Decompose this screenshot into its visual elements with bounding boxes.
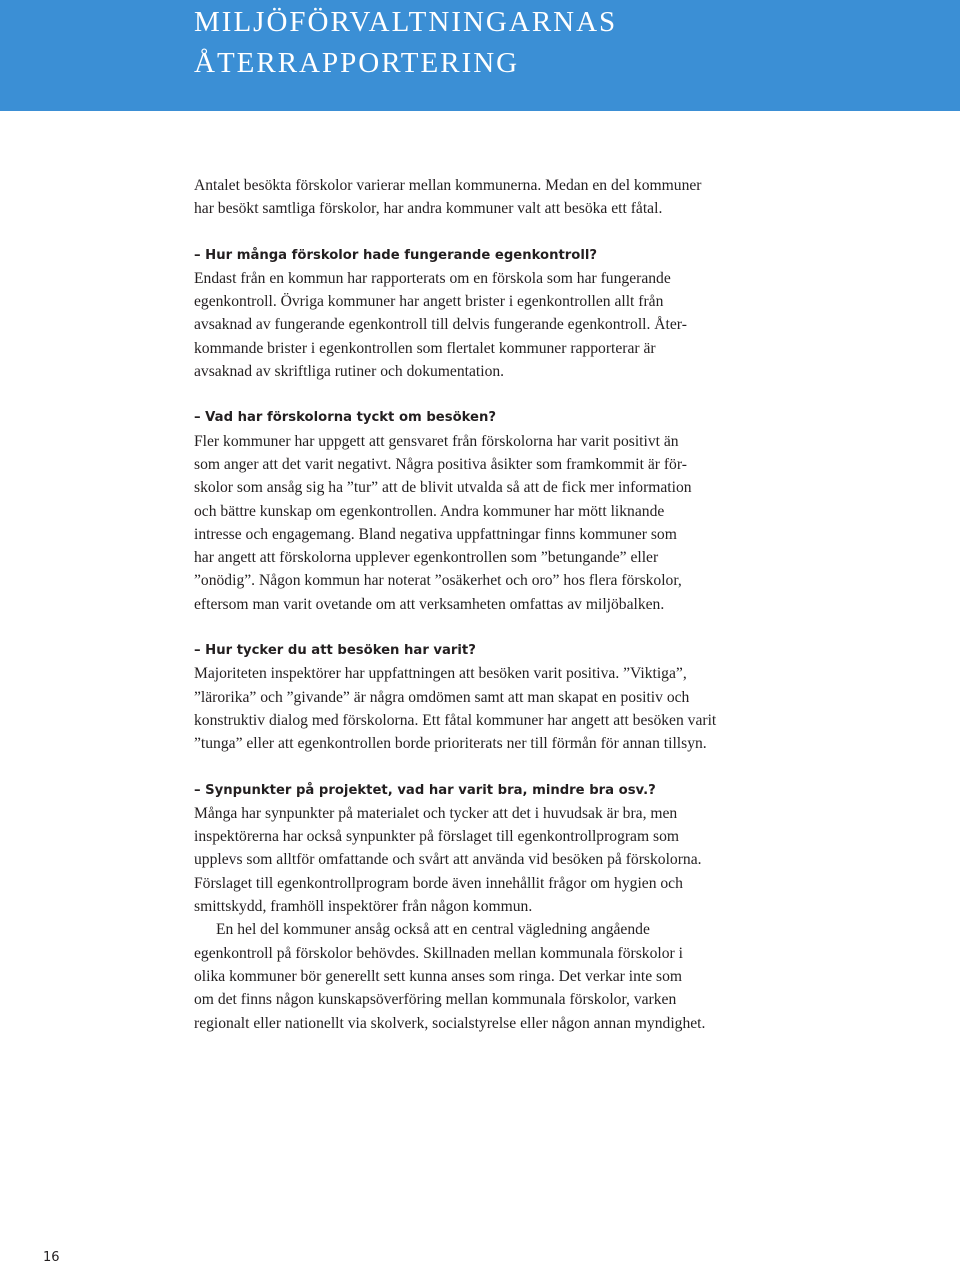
spacer (194, 756, 794, 779)
article-body (194, 174, 794, 1035)
text-line: upplevs som alltför omfattande och svårt att använda vid besöken på förskolorna. (194, 851, 702, 869)
text-line: Många har synpunkter på materialet och tycker att det i huvudsak är bra, men (194, 804, 678, 822)
text-line: ”lärorika” och ”givande” är några omdömen samt att man skapat en positiv och (194, 688, 690, 706)
text-line: Fler kommuner har uppgett att gensvaret från förskolorna har varit positivt än (194, 432, 679, 450)
section-forskolornas-asikt (194, 406, 794, 616)
text-line: egenkontroll. Övriga kommuner har angett brister i egenkontrollen allt från (194, 293, 664, 311)
header-band (0, 0, 960, 111)
section-besoken (194, 639, 794, 755)
text-line: intresse och engagemang. Bland negativa uppfattningar finns kommuner som (194, 525, 677, 543)
page-number: 16 (43, 1250, 60, 1265)
section-paragraph (194, 430, 794, 616)
section-paragraph-indented (194, 918, 794, 1034)
page-title (194, 2, 617, 84)
text-line: egenkontroll på förskolor behövdes. Skillnaden mellan kommunala förskolor i (194, 944, 683, 962)
section-paragraph (194, 267, 794, 383)
section-heading: – Vad har förskolorna tyckt om besöken? (194, 410, 497, 426)
text-line: ”tunga” eller att egenkontrollen borde prioriterats ner till förmån för annan tillsyn. (194, 735, 707, 753)
section-egenkontroll (194, 244, 794, 384)
section-heading: – Synpunkter på projektet, vad har varit bra, mindre bra osv.? (194, 782, 656, 798)
text-line: har besökt samtliga förskolor, har andra kommuner valt att besöka ett fåtal. (194, 200, 663, 218)
text-line: har angett att förskolorna upplever egenkontrollen som ”betungande” eller (194, 549, 659, 567)
text-line: som anger att det varit negativt. Några positiva åsikter som framkommit är för- (194, 455, 687, 473)
text-line: En hel del kommuner ansåg också att en central vägledning angående (216, 921, 650, 939)
text-line: inspektörerna har också synpunkter på förslaget till egenkontrollprogram som (194, 828, 680, 846)
text-line: konstruktiv dialog med förskolorna. Ett fåtal kommuner har angett att besöken varit (194, 711, 717, 729)
page-title-line-2: ÅTERRAPPORTERING (194, 47, 520, 79)
section-heading: – Hur tycker du att besöken har varit? (194, 643, 476, 659)
text-line: om det finns någon kunskapsöverföring mellan kommunala förskolor, varken (194, 991, 677, 1009)
text-line: Endast från en kommun har rapporterats om en förskola som har fungerande (194, 269, 671, 287)
text-line: olika kommuner bör generellt sett kunna anses som ringa. Det verkar inte som (194, 967, 683, 985)
page-title-line-1: MILJÖFÖRVALTNINGARNAS (194, 6, 618, 38)
text-line: Majoriteten inspektörer har uppfattningen att besöken varit positiva. ”Viktiga”, (194, 665, 687, 683)
spacer (194, 221, 794, 244)
text-line: kommande brister i egenkontrollen som flertalet kommuner rapporterar är (194, 339, 656, 357)
text-line: avsaknad av fungerande egenkontroll till delvis fungerande egenkontroll. Åter- (194, 316, 687, 334)
section-synpunkter (194, 779, 794, 1035)
intro-paragraph (194, 174, 794, 221)
text-line: ”onödig”. Någon kommun har noterat ”osäkerhet och oro” hos flera förskolor, (194, 572, 682, 590)
section-paragraph (194, 802, 794, 918)
section-paragraph (194, 662, 794, 755)
text-line: eftersom man varit ovetande om att verksamheten omfattas av miljöbalken. (194, 595, 665, 613)
text-line: Antalet besökta förskolor varierar mellan kommunerna. Medan en del kommuner (194, 177, 702, 194)
text-line: avsaknad av skriftliga rutiner och dokumentation. (194, 363, 505, 381)
spacer (194, 616, 794, 639)
text-line: regionalt eller nationellt via skolverk, socialstyrelse eller någon annan myndighet. (194, 1014, 706, 1032)
text-line: skolor som ansåg sig ha ”tur” att de blivit utvalda så att de fick mer information (194, 479, 692, 497)
text-line: Förslaget till egenkontrollprogram borde även innehållit frågor om hygien och (194, 874, 683, 892)
text-line: smittskydd, framhöll inspektörer från någon kommun. (194, 898, 533, 916)
text-line: och bättre kunskap om egenkontrollen. Andra kommuner har mött liknande (194, 502, 665, 520)
section-heading: – Hur många förskolor hade fungerande egenkontroll? (194, 247, 598, 263)
spacer (194, 383, 794, 406)
